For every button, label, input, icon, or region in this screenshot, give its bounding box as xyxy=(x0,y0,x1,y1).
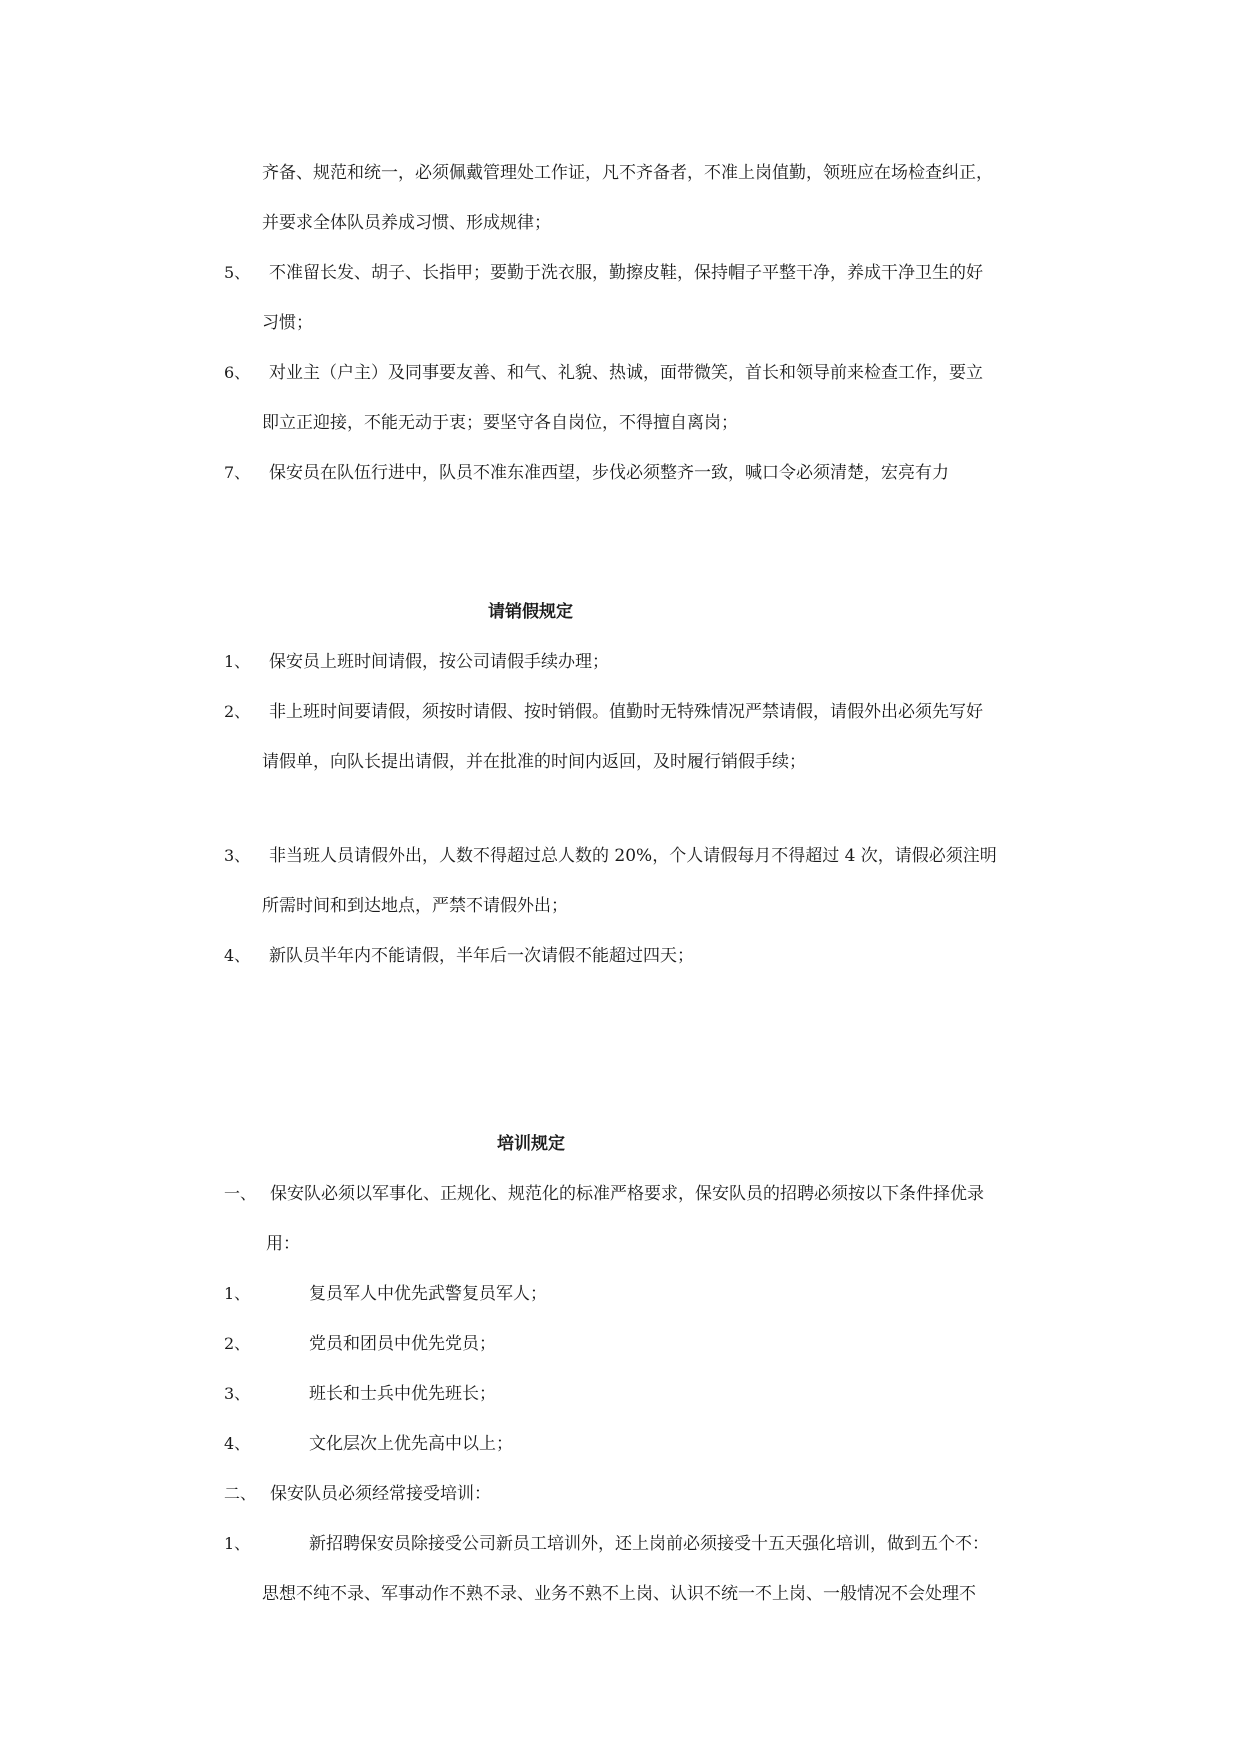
paragraph-line: 思想不纯不录、军事动作不熟不录、业务不熟不上岗、认识不统一不上岗、一般情况不会处理不 xyxy=(262,1584,976,1604)
item-number: 3、 xyxy=(224,1384,251,1403)
section-title: 培训规定 xyxy=(497,1134,565,1154)
paragraph-line: 保安队员必须经常接受培训： xyxy=(270,1484,491,1504)
item-number: 4、 xyxy=(224,1434,251,1453)
paragraph-line: 非当班人员请假外出，人数不得超过总人数的 20%，个人请假每月不得超过 4 次，请假必须注明 xyxy=(269,846,997,866)
item-number: 6、 xyxy=(224,363,251,382)
paragraph-line: 习惯； xyxy=(262,313,313,333)
paragraph-line: 保安队必须以军事化、正规化、规范化的标准严格要求，保安队员的招聘必须按以下条件择优录 xyxy=(270,1184,984,1204)
part-number: 二、 xyxy=(224,1484,257,1503)
condition-text: 文化层次上优先高中以上； xyxy=(309,1434,513,1454)
item-number: 1、 xyxy=(224,1534,251,1553)
part-number: 一、 xyxy=(224,1184,257,1203)
paragraph-line: 保安员在队伍行进中，队员不准东准西望，步伐必须整齐一致，喊口令必须清楚，宏亮有力 xyxy=(269,463,949,483)
item-number: 1、 xyxy=(224,1284,251,1303)
paragraph-line: 用： xyxy=(266,1234,300,1254)
item-number: 3、 xyxy=(224,846,251,865)
paragraph-line: 新队员半年内不能请假，半年后一次请假不能超过四天； xyxy=(269,946,694,966)
item-number: 1、 xyxy=(224,652,251,671)
item-number: 2、 xyxy=(224,702,251,721)
paragraph-line: 非上班时间要请假，须按时请假、按时销假。值勤时无特殊情况严禁请假，请假外出必须先写好 xyxy=(269,702,983,722)
condition-text: 复员军人中优先武警复员军人； xyxy=(309,1284,547,1304)
paragraph-line: 对业主（户主）及同事要友善、和气、礼貌、热诚，面带微笑，首长和领导前来检查工作，要立 xyxy=(269,363,983,383)
paragraph-line: 请假单，向队长提出请假，并在批准的时间内返回，及时履行销假手续； xyxy=(262,752,806,772)
item-number: 2、 xyxy=(224,1334,251,1353)
paragraph-line: 保安员上班时间请假，按公司请假手续办理； xyxy=(269,652,609,672)
paragraph-line: 新招聘保安员除接受公司新员工培训外，还上岗前必须接受十五天强化培训，做到五个不： xyxy=(309,1534,989,1554)
paragraph-line: 所需时间和到达地点，严禁不请假外出； xyxy=(262,896,568,916)
condition-text: 党员和团员中优先党员； xyxy=(309,1334,496,1354)
item-number: 4、 xyxy=(224,946,251,965)
paragraph-line: 并要求全体队员养成习惯、形成规律； xyxy=(262,213,551,233)
paragraph-line: 即立正迎接，不能无动于衷；要坚守各自岗位，不得擅自离岗； xyxy=(262,413,738,433)
condition-text: 班长和士兵中优先班长； xyxy=(309,1384,496,1404)
item-number: 5、 xyxy=(224,263,251,282)
item-number: 7、 xyxy=(224,463,251,482)
section-title: 请销假规定 xyxy=(488,602,573,622)
paragraph-line: 齐备、规范和统一，必须佩戴管理处工作证，凡不齐备者，不准上岗值勤，领班应在场检查纠正， xyxy=(262,163,993,183)
paragraph-line: 不准留长发、胡子、长指甲；要勤于洗衣服，勤擦皮鞋，保持帽子平整干净，养成干净卫生的好 xyxy=(269,263,983,283)
